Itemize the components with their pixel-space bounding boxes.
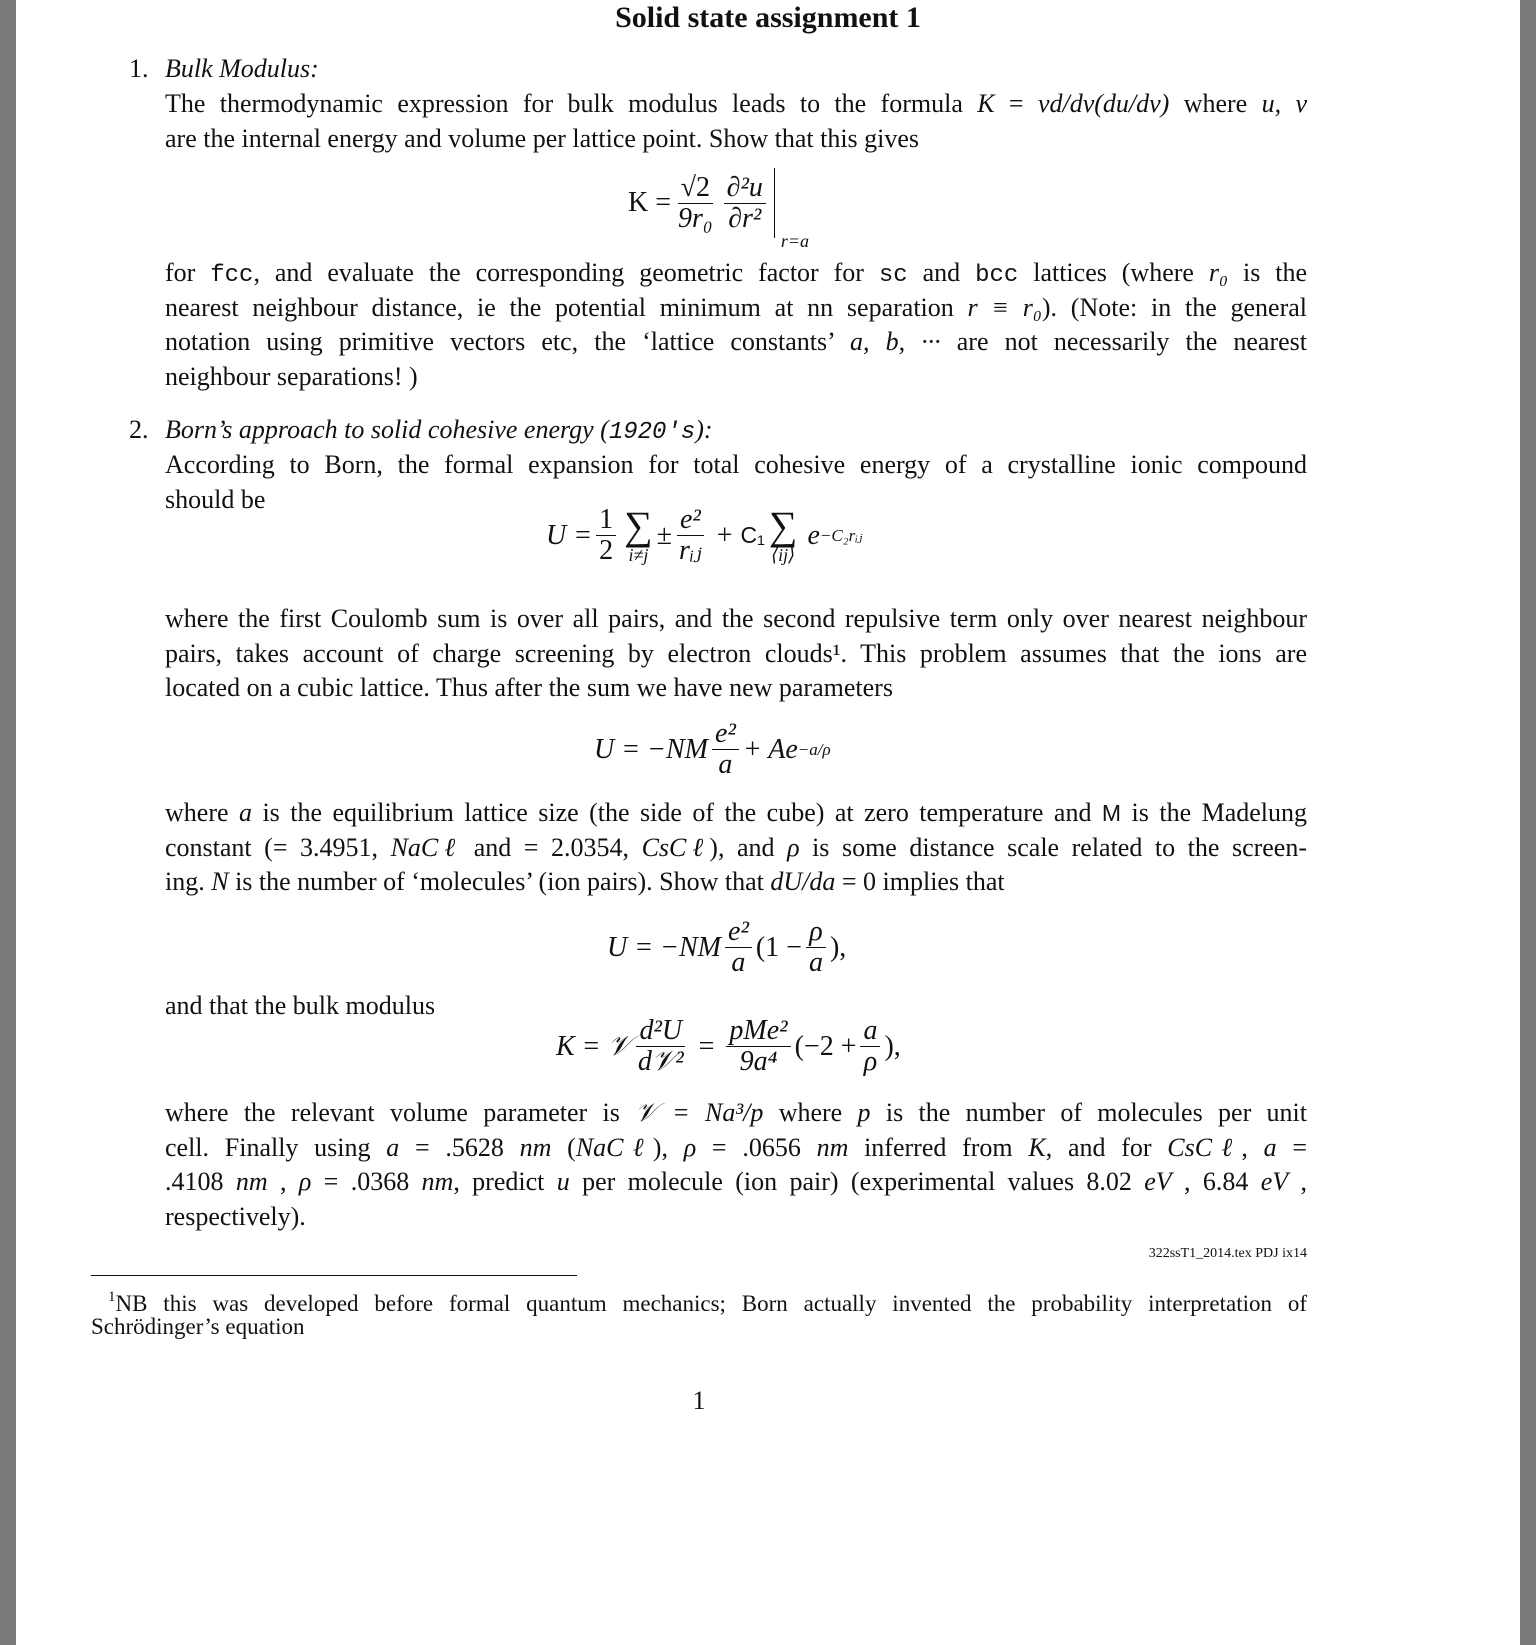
- text-run: ing.: [165, 867, 212, 897]
- text-run: ,: [267, 1167, 299, 1197]
- fraction: [712, 719, 739, 780]
- text-line: [165, 1200, 1307, 1235]
- text-line: [165, 602, 1307, 637]
- text-run: , and evaluate the corresponding geometric factor for: [253, 258, 879, 287]
- math-run: vd/dv(du/dv): [1037, 89, 1170, 118]
- math-run: r₀: [1208, 258, 1229, 287]
- text-run: is some distance scale related to the screen-: [799, 832, 1308, 862]
- math-run: p: [857, 1098, 871, 1127]
- math-run: CsCℓ: [641, 832, 710, 862]
- math-run: ρ: [787, 832, 800, 862]
- denominator: a: [731, 947, 746, 978]
- text-run: ). (Note: in the general: [1041, 292, 1307, 322]
- math-run: r ≡ r₀: [967, 292, 1042, 322]
- paren-open: (1 −: [755, 931, 802, 963]
- math-run: K: [1028, 1132, 1046, 1162]
- math-run: nm: [235, 1167, 268, 1197]
- sum-symbol: ∑ ⟨ij⟩: [768, 502, 798, 565]
- text-line: [165, 796, 1307, 831]
- text-run: = .5628: [399, 1132, 520, 1162]
- fraction: [726, 1016, 790, 1077]
- math-run: a: [1263, 1132, 1277, 1162]
- numerator: a: [860, 1016, 880, 1047]
- text-run: is the Madelung: [1121, 798, 1308, 827]
- math-run: N: [211, 867, 229, 897]
- text-run: constant (= 3.4951,: [165, 832, 391, 862]
- equation-energy-sum: [594, 719, 831, 780]
- text-run: , predict: [453, 1167, 557, 1197]
- numerator: e²: [677, 505, 704, 536]
- numerator: 1: [596, 505, 616, 536]
- math-run: dU/da: [770, 867, 836, 897]
- paren-open: (−2 +: [794, 1030, 857, 1062]
- text-run: ),: [652, 1132, 684, 1162]
- page-number: 1: [692, 1386, 706, 1415]
- denominator: rᵢⱼ: [679, 535, 702, 566]
- paren-close: ),: [829, 931, 847, 963]
- eq-lhs: U = −NM: [594, 733, 709, 765]
- math-run: NaCℓ: [575, 1132, 653, 1162]
- math-run: u: [556, 1167, 570, 1197]
- text-run: = 0 implies that: [835, 867, 1005, 897]
- text-run: cell. Finally using: [165, 1132, 387, 1162]
- math-run: a, b, ···: [849, 327, 941, 357]
- text-run: is the number of molecules per unit: [870, 1098, 1307, 1127]
- denominator: 2: [599, 535, 614, 566]
- file-tag: 322ssT1_2014.tex PDJ ix14: [1148, 1246, 1307, 1261]
- text-run: where: [763, 1098, 858, 1127]
- text-run: inferred from: [848, 1132, 1029, 1162]
- fraction: [725, 917, 752, 978]
- text-run: (: [551, 1132, 576, 1162]
- footnote-line: Schrödinger’s equation: [91, 1314, 305, 1339]
- q2-paragraph-d: [165, 1096, 1307, 1234]
- numerator: d²U: [636, 1016, 685, 1047]
- text-run: is the number of ‘molecules’ (ion pairs). Show that: [228, 867, 771, 897]
- question-1-number: 1.: [129, 54, 149, 83]
- text-run: pairs, takes account of charge screening by electron clouds¹. This problem assumes that the ions are: [165, 638, 1307, 668]
- denominator: ρ: [863, 1046, 878, 1077]
- text-run: nearest neighbour distance, ie the potential minimum at nn separation: [165, 292, 968, 322]
- text-line: [165, 291, 1307, 326]
- text-run: = .0656: [696, 1132, 817, 1162]
- math-run: eV: [1144, 1167, 1172, 1197]
- footnote-rule: [91, 1275, 577, 1276]
- exponent: −a/ρ: [797, 739, 831, 759]
- text-line: [165, 325, 1307, 360]
- text-run: bcc: [975, 262, 1019, 289]
- math-run: ρ: [298, 1167, 312, 1197]
- denominator: 9r₀: [678, 202, 713, 234]
- math-run: nm: [519, 1132, 552, 1162]
- text-run: where: [1169, 89, 1262, 118]
- eq-lhs: U = −NM: [607, 931, 722, 963]
- text-run: , and for: [1045, 1132, 1168, 1162]
- text-line: and that the bulk modulus: [165, 991, 436, 1020]
- math-run: CsCℓ: [1167, 1132, 1242, 1162]
- equation-equilibrium-energy: [607, 917, 846, 978]
- text-run: sc: [878, 262, 908, 289]
- footnote: [91, 1282, 1307, 1342]
- math-run: ρ: [683, 1132, 697, 1162]
- text-run: should be: [165, 484, 266, 514]
- heading-end: ):: [695, 415, 713, 444]
- text-run: per molecule (ion pair) (experimental values 8.02: [569, 1167, 1145, 1197]
- eq-lhs: K =: [628, 187, 672, 218]
- page-title: Solid state assignment 1: [615, 1, 921, 34]
- fraction: [596, 505, 616, 566]
- denominator: d𝒱²: [637, 1046, 684, 1077]
- fraction: [860, 1016, 880, 1077]
- math-run: K: [977, 89, 995, 118]
- text-run: located on a cubic lattice. Thus after the sum we have new parameters: [165, 673, 893, 703]
- text-line: [165, 87, 1307, 122]
- math-run: NaCℓ: [390, 832, 462, 862]
- text-run: ,: [1288, 1167, 1308, 1197]
- sum-symbol: ∑ i≠j: [624, 502, 653, 565]
- numerator: ∂²u: [724, 173, 766, 204]
- text-line: [165, 256, 1307, 291]
- fraction: [675, 173, 716, 234]
- equation-bulk-modulus-fcc: [628, 168, 810, 251]
- text-line: [165, 360, 1307, 395]
- eq-lhs: K = 𝒱: [556, 1030, 631, 1062]
- text-run: neighbour separations! ): [165, 361, 418, 391]
- evaluation-point: r=a: [780, 231, 810, 251]
- math-run: nm: [816, 1132, 849, 1162]
- math-run: a: [386, 1132, 400, 1162]
- text-run: =: [994, 89, 1038, 118]
- numerator: e²: [725, 917, 752, 948]
- numerator: e²: [712, 719, 739, 750]
- text-run: , 6.84: [1171, 1167, 1261, 1197]
- text-run: M: [1101, 800, 1122, 826]
- text-run: The thermodynamic expression for bulk modulus leads to the formula: [165, 89, 978, 118]
- text-line: [165, 865, 1307, 900]
- fraction: [724, 173, 766, 234]
- math-run: 𝒱 = Na³/p: [635, 1098, 764, 1127]
- fraction: [635, 1016, 687, 1077]
- plus: +: [716, 519, 733, 551]
- text-line: [165, 448, 1307, 483]
- evaluation-bar: [774, 168, 810, 251]
- equation-bulk-modulus: [556, 1016, 901, 1077]
- text-run: for: [165, 258, 211, 287]
- math-run: a: [238, 798, 252, 827]
- plus-minus: ±: [656, 519, 673, 551]
- question-2-number: 2.: [129, 415, 149, 444]
- text-run: where: [165, 798, 239, 827]
- math-run: eV: [1260, 1167, 1289, 1197]
- text-run: and = 2.0354,: [461, 832, 642, 862]
- text-run: ), and: [709, 832, 788, 862]
- text-line: [165, 671, 1307, 706]
- text-line: [165, 831, 1307, 866]
- text-line: [165, 122, 1307, 157]
- text-run: where the relevant volume parameter is: [165, 1098, 636, 1127]
- fraction: [676, 505, 705, 566]
- question-1-heading: Bulk Modulus:: [165, 54, 319, 83]
- question-2-heading: [165, 413, 713, 451]
- text-run: are not necessarily the nearest: [940, 327, 1308, 357]
- equals: =: [698, 1030, 715, 1062]
- text-line: [165, 1131, 1307, 1166]
- sum-limit: ⟨ij⟩: [771, 544, 796, 565]
- text-run: .4108: [165, 1167, 236, 1197]
- fraction: [806, 917, 826, 978]
- numerator: √2: [678, 173, 713, 204]
- text-run: According to Born, the formal expansion for total cohesive energy of a crystalline ionic compound: [165, 450, 1307, 479]
- q2-paragraph-b: [165, 602, 1307, 706]
- text-run: is the equilibrium lattice size (the side of the cube) at zero temperature and: [251, 798, 1102, 827]
- q1-paragraph-a: [165, 87, 1307, 156]
- sum-limit: i≠j: [628, 544, 649, 565]
- text-run: and: [907, 258, 976, 287]
- constant-c1: C₁: [740, 522, 765, 548]
- math-run: u, v: [1261, 89, 1307, 118]
- text-run: where the first Coulomb sum is over all pairs, and the second repulsive term only over nearest neighbour: [165, 604, 1307, 633]
- q2-paragraph-c: [165, 796, 1307, 900]
- denominator: 9a⁴: [739, 1046, 778, 1077]
- text-run: fcc: [210, 262, 254, 289]
- q1-paragraph-b: [165, 256, 1307, 394]
- text-run: ,: [1241, 1132, 1264, 1162]
- text-run: respectively).: [165, 1201, 306, 1231]
- exponent: −C₂rᵢⱼ: [819, 525, 863, 545]
- text-run: is the: [1228, 258, 1307, 287]
- repulsive-term: + Ae: [742, 733, 798, 765]
- denominator: ∂r²: [728, 202, 762, 234]
- numerator: ρ: [806, 917, 825, 948]
- exp-base: e: [807, 519, 820, 551]
- equation-born-energy: [546, 502, 863, 566]
- numerator: pMe²: [726, 1016, 790, 1047]
- text-run: =: [1276, 1132, 1308, 1162]
- denominator: a: [718, 749, 733, 780]
- text-line: [165, 1165, 1307, 1200]
- text-run: notation using primitive vectors etc, the ‘lattice constants’: [165, 327, 850, 357]
- footnote-mark: 1: [108, 1289, 116, 1305]
- paren-close: ),: [884, 1030, 901, 1062]
- denominator: a: [808, 947, 823, 978]
- text-line: [165, 637, 1307, 672]
- text-run: lattices (where: [1018, 258, 1209, 287]
- text-line: [165, 1096, 1307, 1131]
- math-run: nm: [421, 1167, 454, 1197]
- eq-lhs: U =: [546, 519, 593, 551]
- footnote-line: NB this was developed before formal quantum mechanics; Born actually invented the probability interpretation of: [115, 1291, 1307, 1316]
- text-run: = .0368: [311, 1167, 422, 1197]
- text-run: are the internal energy and volume per lattice point. Show that this gives: [165, 123, 920, 153]
- heading-text: Born’s approach to solid cohesive energy (: [165, 415, 609, 444]
- heading-mono: 1920's: [608, 419, 696, 446]
